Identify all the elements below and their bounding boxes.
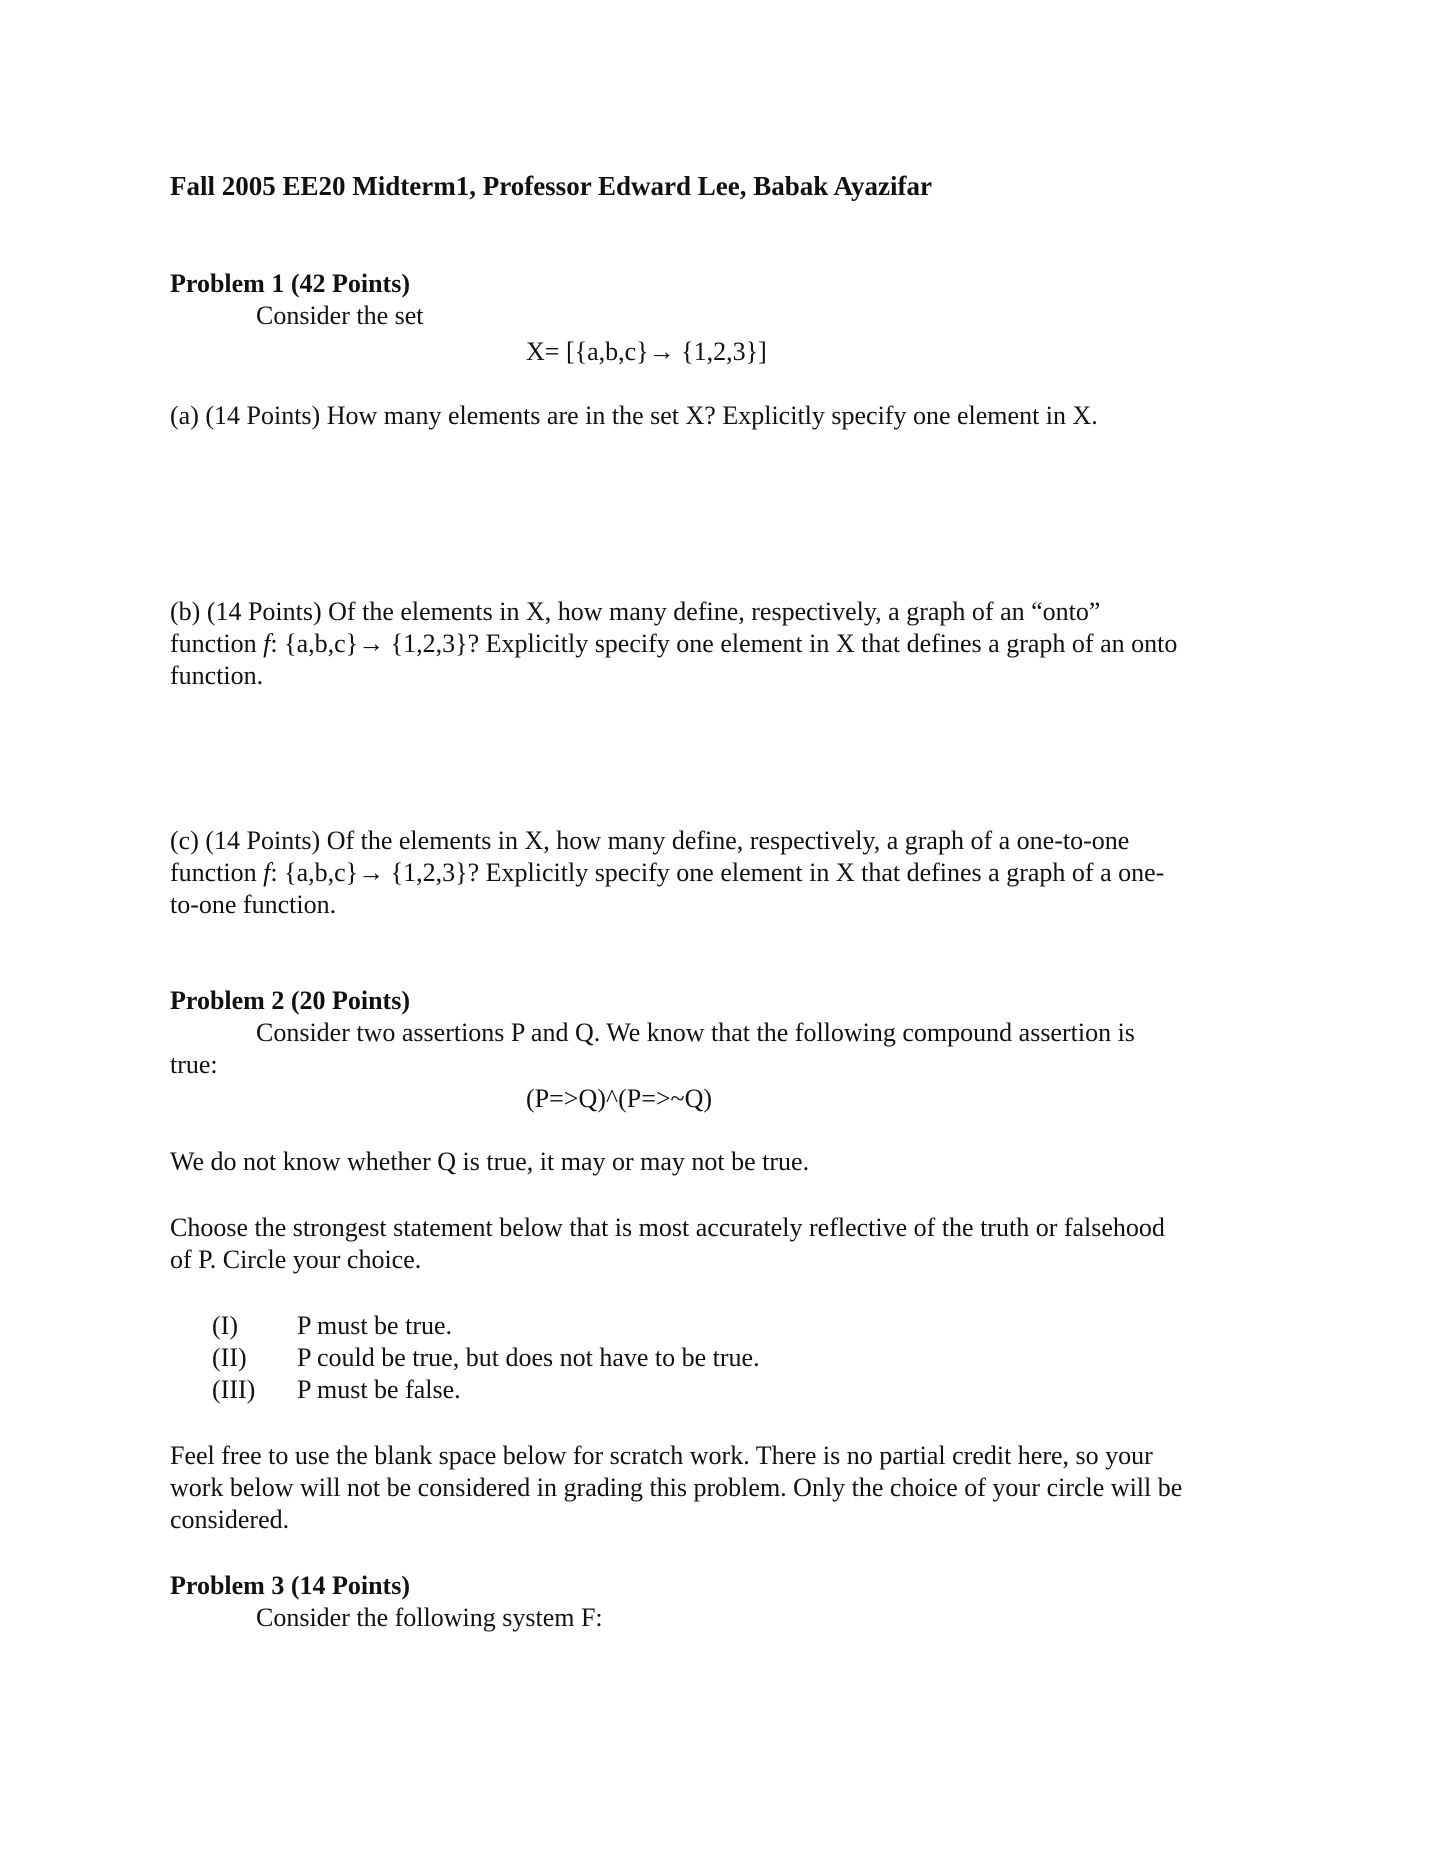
part-c-function-symbol: f bbox=[263, 858, 271, 887]
problem-2-compound-assertion: (P=>Q)^(P=>~Q) bbox=[526, 1084, 713, 1113]
problem-1-part-c-line-1: (c) (14 Points) Of the elements in X, how many define, respectively, a graph of a one-to-one bbox=[170, 826, 1130, 855]
problem-1-intro: Consider the set bbox=[256, 301, 424, 330]
choice-1-text[interactable]: P must be true. bbox=[297, 1311, 453, 1340]
problem-3-intro: Consider the following system F: bbox=[256, 1603, 603, 1632]
problem-1-part-b-line-1: (b) (14 Points) Of the elements in X, how many define, respectively, a graph of an “onto” bbox=[170, 597, 1101, 626]
problem-2-intro-line-2: true: bbox=[170, 1050, 218, 1079]
problem-1-part-b-line-3: function. bbox=[170, 661, 264, 690]
problem-3-heading: Problem 3 (14 Points) bbox=[170, 1571, 410, 1600]
choice-2-number[interactable]: (II) bbox=[212, 1343, 247, 1372]
problem-2-heading: Problem 2 (20 Points) bbox=[170, 986, 410, 1015]
choice-3-text[interactable]: P must be false. bbox=[297, 1375, 461, 1404]
problem-2-scratch-line-3: considered. bbox=[170, 1505, 290, 1534]
part-b-function-symbol: f bbox=[263, 629, 271, 658]
page-title: Fall 2005 EE20 Midterm1, Professor Edward Lee, Babak Ayazifar bbox=[170, 171, 932, 201]
problem-1-part-c-line-2 bbox=[170, 857, 1164, 889]
part-b-function-mapping: : {a,b,c}→ {1,2,3}? Explicitly specify one element in X that defines a graph of an onto bbox=[270, 629, 1178, 658]
choice-1-number[interactable]: (I) bbox=[212, 1311, 238, 1340]
problem-2-instruction-line-2: of P. Circle your choice. bbox=[170, 1245, 422, 1274]
problem-2-scratch-line-1: Feel free to use the blank space below for scratch work. There is no partial credit here, so your bbox=[170, 1441, 1153, 1470]
problem-1-part-c-line-3: to-one function. bbox=[170, 890, 337, 919]
problem-2-note: We do not know whether Q is true, it may or may not be true. bbox=[170, 1147, 810, 1176]
problem-1-set-expression: X= [{a,b,c}→ {1,2,3}] bbox=[526, 337, 767, 366]
choice-2-text[interactable]: P could be true, but does not have to be true. bbox=[297, 1343, 760, 1372]
problem-2-instruction-line-1: Choose the strongest statement below that is most accurately reflective of the truth or falsehood bbox=[170, 1213, 1165, 1242]
problem-1-part-a: (a) (14 Points) How many elements are in the set X? Explicitly specify one element in X. bbox=[170, 401, 1098, 430]
choice-3-number[interactable]: (III) bbox=[212, 1375, 256, 1404]
problem-1-heading: Problem 1 (42 Points) bbox=[170, 269, 410, 298]
problem-2-intro-line-1: Consider two assertions P and Q. We know that the following compound assertion is bbox=[256, 1018, 1135, 1047]
part-b-function-word: function bbox=[170, 629, 264, 658]
part-c-function-word: function bbox=[170, 858, 264, 887]
problem-1-part-b-line-2 bbox=[170, 628, 1177, 660]
part-c-function-mapping: : {a,b,c}→ {1,2,3}? Explicitly specify one element in X that defines a graph of a one- bbox=[270, 858, 1165, 887]
problem-2-scratch-line-2: work below will not be considered in grading this problem. Only the choice of your circle will be bbox=[170, 1473, 1183, 1502]
